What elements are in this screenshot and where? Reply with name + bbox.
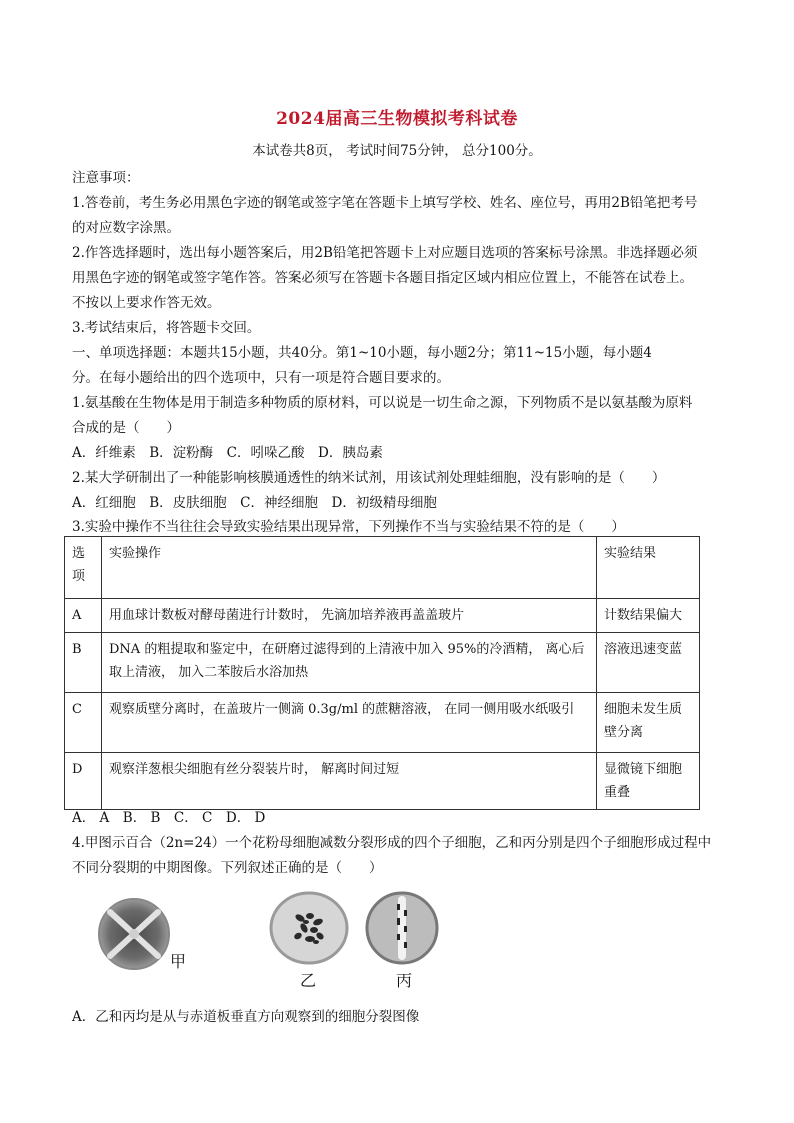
question-4-option-a: A．乙和丙均是从与赤道板垂直方向观察到的细胞分裂图像 xyxy=(72,1009,420,1025)
table-row xyxy=(65,599,700,633)
row-operation: 观察洋葱根尖细胞有丝分裂装片时， 解离时间过短 xyxy=(102,753,597,810)
row-operation: 用血球计数板对酵母菌进行计数时， 先滴加培养液再盖盖玻片 xyxy=(102,599,597,633)
notice-item-2-line-1: 2.作答选择题时，选出每小题答案后，用2B铅笔把答题卡上对应题目选项的答案标号涂黑。非选择题必须 xyxy=(72,245,698,261)
row-result: 计数结果偏大 xyxy=(597,599,700,633)
notice-heading: 注意事项： xyxy=(72,170,140,186)
table-header-row xyxy=(65,537,700,599)
question-2-options: A．红细胞 B．皮肤细胞 C．神经细胞 D．初级精母细胞 xyxy=(72,495,437,511)
question-4-stem-line-1: 4.甲图示百合（2n=24）一个花粉母细胞减数分裂形成的四个子细胞，乙和丙分别是四个子细胞形成过程中 xyxy=(72,835,712,851)
question-4-stem-line-2: 不同分裂期的中期图像。下列叙述正确的是（ ） xyxy=(72,860,383,876)
header-operation: 实验操作 xyxy=(102,537,597,599)
notice-item-1-line-2: 的对应数字涂黑。 xyxy=(72,220,180,236)
question-1-stem-line-2: 合成的是（ ） xyxy=(72,420,180,436)
row-operation: 观察质壁分离时，在盖玻片一侧滴 0.3g/ml 的蔗糖溶液， 在同一侧用吸水纸吸引 xyxy=(102,693,597,753)
table-row xyxy=(65,633,700,693)
figure-label-yi: 乙 xyxy=(300,971,317,990)
question-1-stem-line-1: 1.氨基酸在生物体是用于制造多种物质的原材料，可以说是一切生命之源，下列物质不是以氨基酸为原料 xyxy=(72,395,693,411)
table-row xyxy=(65,693,700,753)
notice-item-2-line-2: 用黑色字迹的钢笔或签字笔作答。答案必须写在答题卡各题目指定区域内相应位置上，不能答在试卷上。 xyxy=(72,270,693,286)
notice-item-3: 3.考试结束后，将答题卡交回。 xyxy=(72,320,261,336)
section-heading-line-1: 一、单项选择题：本题共15小题，共40分。第1~10小题，每小题2分；第11~15小题，每小题4 xyxy=(72,345,652,361)
question-2-stem: 2.某大学研制出了一种能影响核膜通透性的纳米试剂，用该试剂处理蛙细胞，没有影响的是（ ） xyxy=(72,470,666,486)
experiment-table xyxy=(64,536,700,810)
question-3-options: A． A B． B C． C D． D xyxy=(72,810,266,826)
figure-label-bing: 丙 xyxy=(396,971,413,990)
row-result: 细胞未发生质壁分离 xyxy=(597,693,700,753)
row-option: C xyxy=(65,693,102,753)
exam-title: 2024届高三生物模拟考科试卷 xyxy=(276,109,518,129)
figure-yi-metaphase-cell xyxy=(268,890,350,966)
figure-label-jia: 甲 xyxy=(170,952,187,971)
figure-bing-metaphase-plate xyxy=(364,890,440,966)
notice-item-1-line-1: 1.答卷前，考生务必用黑色字迹的钢笔或签字笔在答题卡上填写学校、姓名、座位号，再用2B铅笔把考号 xyxy=(72,195,698,211)
section-heading-line-2: 分。在每小题给出的四个选项中，只有一项是符合题目要求的。 xyxy=(72,370,450,386)
table-row xyxy=(65,753,700,810)
notice-item-2-line-3: 不按以上要求作答无效。 xyxy=(72,295,221,311)
row-operation: DNA 的粗提取和鉴定中，在研磨过滤得到的上清液中加入 95%的冷酒精， 离心后取上清液， 加入二苯胺后水浴加热 xyxy=(102,633,597,693)
question-3-stem: 3.实验中操作不当往往会导致实验结果出现异常，下列操作不当与实验结果不符的是（ ） xyxy=(72,519,625,535)
question-1-options: A．纤维素 B．淀粉酶 C．吲哚乙酸 D．胰岛素 xyxy=(72,445,383,461)
row-option: A xyxy=(65,599,102,633)
row-result: 溶液迅速变蓝 xyxy=(597,633,700,693)
row-result: 显微镜下细胞重叠 xyxy=(597,753,700,810)
row-option: D xyxy=(65,753,102,810)
exam-subtitle: 本试卷共8页， 考试时间75分钟， 总分100分。 xyxy=(252,143,542,159)
header-option: 选项 xyxy=(65,537,102,599)
header-result: 实验结果 xyxy=(597,537,700,599)
row-option: B xyxy=(65,633,102,693)
figure-jia-tetrad xyxy=(96,896,172,972)
